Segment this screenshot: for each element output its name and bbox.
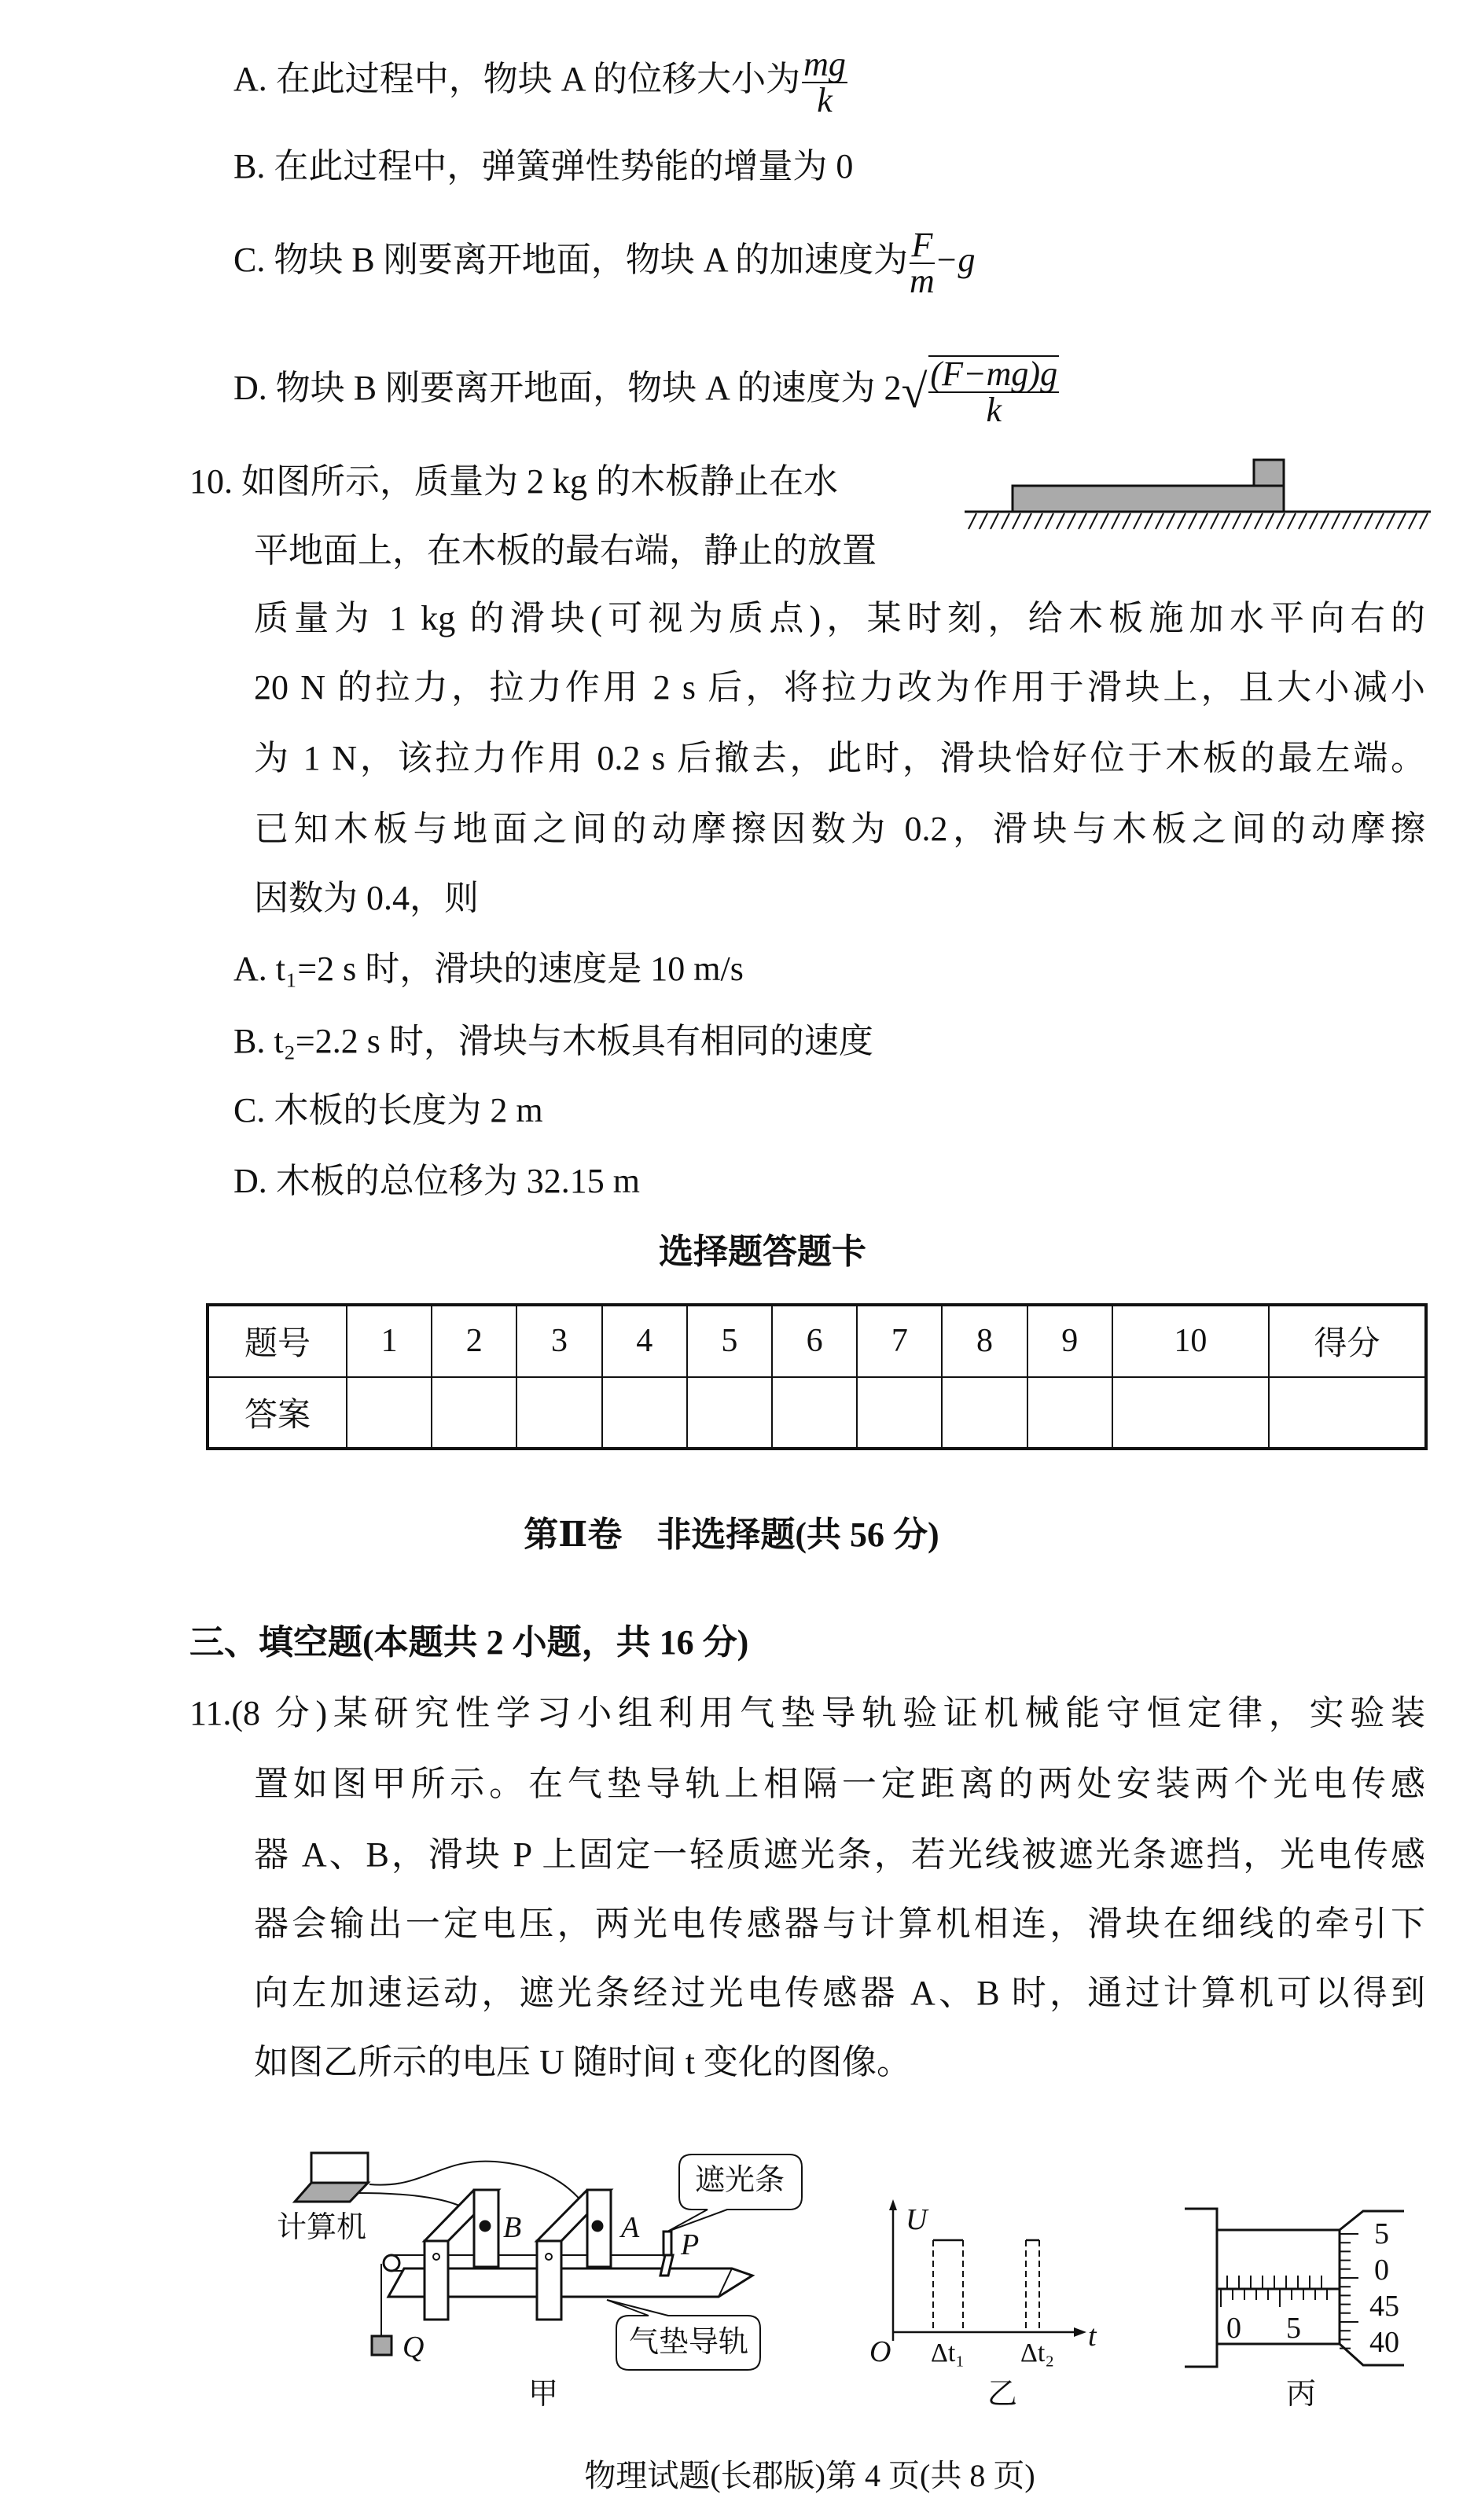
- weight-q-label: Q: [403, 2331, 425, 2364]
- figure-jia-caption: 甲: [528, 2378, 559, 2411]
- q11-line: 向左加速运动，遮光条经过光电传感器 A、B 时，通过计算机可以得到: [254, 1974, 1425, 2012]
- header-cell: 5: [687, 1305, 772, 1377]
- header-cell: 10: [1112, 1305, 1269, 1377]
- q10-line: 10. 如图所示，质量为 2 kg 的木板静止在水: [189, 462, 838, 501]
- micrometer-frame: [1185, 2209, 1217, 2367]
- sleeve-label-0: 0: [1226, 2312, 1241, 2345]
- figure-bing-caption: 丙: [1286, 2378, 1317, 2411]
- q10-option-b: B. t₂=2.2 s 时，滑块与木板具有相同的速度: [233, 1022, 873, 1060]
- option-text: C. 物块 B 刚要离开地面，物块 A 的加速度为: [233, 241, 909, 280]
- ground-hatch: [969, 513, 1428, 529]
- q10-option-c: C. 木板的长度为 2 m: [233, 1091, 543, 1130]
- q10-option-a: A. t₁=2 s 时，滑块的速度是 10 m/s: [233, 950, 744, 988]
- q11-line: 如图乙所示的电压 U 随时间 t 变化的图像。: [254, 2043, 911, 2081]
- header-cell: 2: [432, 1305, 516, 1377]
- thimble-label: 40: [1369, 2326, 1399, 2359]
- origin-label: O: [869, 2335, 891, 2368]
- sqrt-icon: √: [901, 366, 928, 417]
- numerator: (F−mg)g: [930, 354, 1058, 393]
- track-label: 气垫导轨: [629, 2326, 749, 2359]
- q11-line: 置如图甲所示。在气垫导轨上相隔一定距离的两处安装两个光电传感: [254, 1765, 1425, 1803]
- denominator: k: [986, 391, 1002, 429]
- section-3-title: 三、填空题(本题共 2 小题，共 16 分): [189, 1623, 749, 1662]
- q10-option-d: D. 木板的总位移为 32.15 m: [233, 1162, 640, 1200]
- page-footer: 物理试题(长郡版)第 4 页(共 8 页): [584, 2458, 1035, 2493]
- sensor-dot: [593, 2221, 602, 2231]
- header-cell: 8: [942, 1305, 1027, 1377]
- row-label: 答案: [208, 1377, 347, 1449]
- thimble-label: 45: [1369, 2290, 1399, 2323]
- header-cell: 9: [1027, 1305, 1112, 1377]
- support-post: [537, 2241, 561, 2320]
- dt2-label: Δt₂: [1020, 2338, 1055, 2368]
- laptop-keyboard-icon: [295, 2183, 368, 2202]
- thimble-label: 0: [1374, 2254, 1389, 2287]
- q11-line: 器 A、B，滑块 P 上固定一轻质遮光条，若光线被遮光条遮挡，光电传感: [254, 1835, 1425, 1874]
- t-axis-label: t: [1088, 2320, 1097, 2353]
- q10-line: 20 N 的拉力，拉力作用 2 s 后，将拉力改为作用于滑块上，且大小减小: [254, 668, 1425, 707]
- q11-line: 11.(8 分)某研究性学习小组利用气垫导轨验证机械能守恒定律，实验装: [189, 1694, 1425, 1732]
- option-text: A. 在此过程中，物块 A 的位移大小为: [233, 60, 801, 99]
- header-cell: 1: [347, 1305, 432, 1377]
- numerator: F: [910, 228, 935, 264]
- header-cell: 3: [516, 1305, 601, 1377]
- shade-strip: [663, 2232, 671, 2255]
- pulley: [384, 2255, 399, 2271]
- laptop-screen-icon: [311, 2153, 368, 2183]
- wooden-board: [1013, 486, 1284, 512]
- header-cell: 7: [857, 1305, 942, 1377]
- header-cell: 题号: [208, 1305, 347, 1377]
- q10-line: 已知木板与地面之间的动摩擦因数为 0.2，滑块与木板之间的动摩擦: [254, 810, 1425, 848]
- option-tail: −g: [934, 241, 976, 280]
- q9-option-b: B. 在此过程中，弹簧弹性势能的增量为 0: [233, 147, 854, 186]
- sensor-b-label: B: [503, 2211, 522, 2244]
- slider-block: [1254, 460, 1284, 486]
- q10-line: 质量为 1 kg 的滑块(可视为质点)，某时刻，给木板施加水平向右的: [254, 599, 1425, 637]
- shade-label: 遮光条: [695, 2164, 785, 2197]
- computer-label: 计算机: [277, 2211, 367, 2244]
- thimble-label: 5: [1374, 2217, 1389, 2250]
- figure-yi-caption: 乙: [987, 2378, 1018, 2411]
- denominator: m: [910, 262, 935, 300]
- header-cell: 4: [602, 1305, 687, 1377]
- dt1-label: Δt₁: [931, 2338, 965, 2368]
- q10-line: 因数为 0.4，则: [254, 879, 479, 917]
- numerator: mg: [803, 45, 846, 83]
- slider-p-label: P: [681, 2228, 700, 2261]
- weight-q: [372, 2336, 391, 2355]
- sensor-a-label: A: [621, 2211, 640, 2244]
- q11-line: 器会输出一定电压，两光电传感器与计算机相连，滑块在细线的牵引下: [254, 1905, 1425, 1943]
- header-cell: 6: [772, 1305, 857, 1377]
- denominator: k: [817, 81, 833, 119]
- answer-card-title: 选择题答题卡: [659, 1232, 866, 1271]
- q10-line: 为 1 N，该拉力作用 0.2 s 后撤去，此时，滑块恰好位于木板的最左端。: [254, 739, 1425, 777]
- u-axis-label: U: [906, 2203, 928, 2236]
- header-cell: 得分: [1269, 1305, 1426, 1377]
- sleeve-label-5: 5: [1286, 2312, 1301, 2345]
- board-diagram: [965, 460, 1431, 529]
- option-text: D. 物块 B 刚要离开地面，物块 A 的速度为 2: [233, 369, 902, 408]
- q10-line: 平地面上，在木板的最右端，静止的放置: [254, 531, 877, 570]
- sensor-dot: [480, 2221, 490, 2231]
- section-2-title: 第Ⅱ卷 非选择题(共 56 分): [524, 1515, 939, 1554]
